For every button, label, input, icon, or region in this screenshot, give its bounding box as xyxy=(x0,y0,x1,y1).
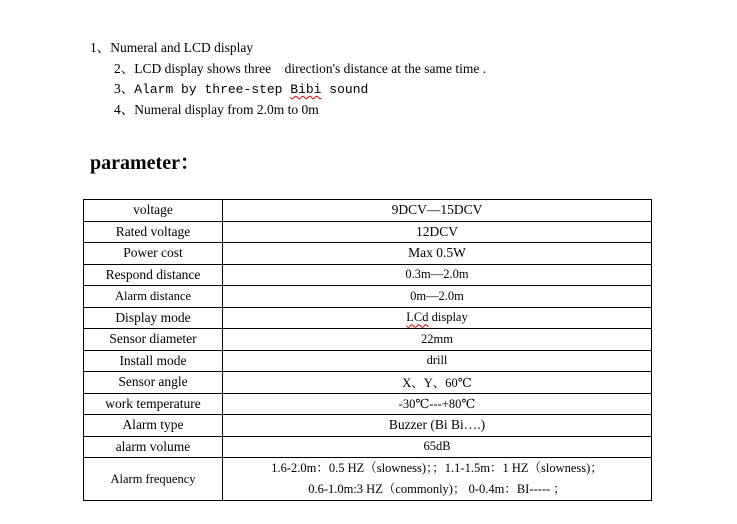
param-name: Alarm frequency xyxy=(84,458,223,501)
feature-text: Numeral and LCD display xyxy=(110,40,254,55)
param-value: 0.3m—2.0m xyxy=(223,264,652,286)
feature-text-tail: sound xyxy=(321,82,369,97)
param-name: work temperature xyxy=(84,393,223,415)
param-value: -30℃---+80℃ xyxy=(223,393,652,415)
param-value-line-2: 0.6-1.0m:3 HZ（commonly)； 0-0.4m：BI----- ； xyxy=(308,482,566,496)
feature-item-2 xyxy=(114,61,486,77)
feature-text: Alarm by three-step xyxy=(134,82,291,97)
param-value: 22mm xyxy=(223,329,652,351)
param-value: Buzzer (Bi Bi….) xyxy=(223,415,652,437)
param-value: drill xyxy=(223,350,652,372)
parameter-heading: parameter： xyxy=(90,152,200,174)
table-row xyxy=(84,350,652,372)
spellcheck-marked-word: Bibi xyxy=(290,82,322,97)
param-name: Rated voltage xyxy=(84,221,223,243)
spellcheck-marked-word: LCd xyxy=(406,310,429,325)
feature-text: Numeral display from 2.0m to 0m xyxy=(134,102,319,117)
table-row xyxy=(84,329,652,351)
param-name: Sensor diameter xyxy=(84,329,223,351)
param-name: voltage xyxy=(84,200,223,222)
feature-item-4 xyxy=(114,102,319,118)
feature-number: 1、 xyxy=(90,40,111,55)
param-value: X、Y、60℃ xyxy=(223,372,652,394)
param-value-tail: display xyxy=(428,310,468,325)
feature-number: 3、 xyxy=(114,81,135,96)
param-name: alarm volume xyxy=(84,436,223,458)
feature-item-3 xyxy=(114,81,368,98)
feature-item-1 xyxy=(90,40,253,56)
param-name: Respond distance xyxy=(84,264,223,286)
param-value: 9DCV—15DCV xyxy=(223,200,652,222)
table-row xyxy=(84,307,652,329)
table-row xyxy=(84,393,652,415)
param-value xyxy=(223,307,652,329)
param-name: Display mode xyxy=(84,307,223,329)
param-value-line-1: 1.6-2.0m：0.5 HZ（slowness)；；1.1-1.5m：1 HZ（slowness)； xyxy=(271,461,603,475)
param-name: Alarm distance xyxy=(84,286,223,308)
param-value xyxy=(223,458,652,501)
table-row xyxy=(84,372,652,394)
table-row xyxy=(84,458,652,501)
param-value: Max 0.5W xyxy=(223,243,652,265)
table-row xyxy=(84,221,652,243)
param-name: Power cost xyxy=(84,243,223,265)
parameter-table xyxy=(83,199,652,501)
param-value: 65dB xyxy=(223,436,652,458)
feature-number: 2、 xyxy=(114,61,135,76)
table-row xyxy=(84,243,652,265)
param-value: 0m—2.0m xyxy=(223,286,652,308)
table-row xyxy=(84,200,652,222)
feature-number: 4、 xyxy=(114,102,135,117)
table-row xyxy=(84,286,652,308)
param-name: Alarm type xyxy=(84,415,223,437)
table-row xyxy=(84,415,652,437)
param-value: 12DCV xyxy=(223,221,652,243)
table-row xyxy=(84,436,652,458)
table-row xyxy=(84,264,652,286)
param-name: Install mode xyxy=(84,350,223,372)
param-name: Sensor angle xyxy=(84,372,223,394)
feature-text: LCD display shows three direction's distance at the same time . xyxy=(134,61,487,76)
